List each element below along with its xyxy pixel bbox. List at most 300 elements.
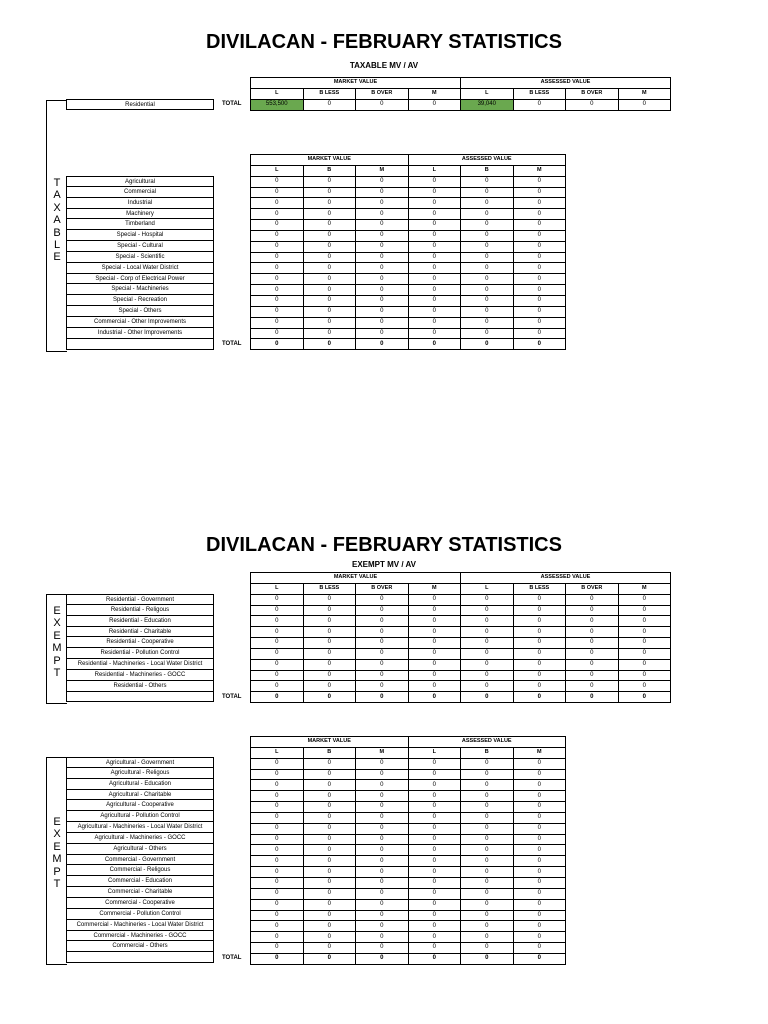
table-row (251, 274, 566, 285)
value-cell: 0 (303, 594, 356, 605)
value-cell: 0 (251, 845, 304, 856)
value-cell: 0 (303, 910, 356, 921)
value-cell: 0 (356, 99, 409, 110)
column-header: L (461, 88, 514, 99)
value-cell: 0 (303, 616, 356, 627)
value-cell: 0 (461, 867, 514, 878)
value-cell: 0 (513, 295, 566, 306)
value-cell: 0 (356, 252, 409, 263)
list-item: Commercial - Machineries - GOCC (66, 931, 214, 942)
total-cell: 0 (461, 953, 514, 964)
table-row (251, 899, 566, 910)
vertical-letter: P (53, 865, 61, 878)
value-cell: 0 (356, 888, 409, 899)
value-cell: 0 (356, 791, 409, 802)
total-cell: 0 (461, 692, 514, 703)
list-item: Agricultural - Machineries - GOCC (66, 833, 214, 844)
value-cell: 0 (461, 834, 514, 845)
subtitle-exempt: EXEMPT MV / AV (351, 560, 416, 569)
value-cell: 0 (408, 769, 461, 780)
value-cell: 0 (461, 856, 514, 867)
value-cell: 0 (251, 263, 304, 274)
list-item: Special - Others (66, 306, 214, 317)
page-title-taxable: DIVILACAN - FEBRUARY STATISTICS (206, 31, 562, 53)
total-cell: 0 (356, 692, 409, 703)
table-row (251, 317, 566, 328)
total-cell: 0 (251, 953, 304, 964)
value-cell: 0 (303, 834, 356, 845)
list-item-blank (66, 692, 214, 703)
value-cell: 0 (408, 220, 461, 231)
subtitle-taxable: TAXABLE MV / AV (349, 61, 419, 70)
value-cell: 0 (513, 921, 566, 932)
value-cell: 0 (461, 295, 514, 306)
value-cell: 0 (303, 209, 356, 220)
taxable-vertical-label (46, 100, 67, 352)
value-cell: 0 (356, 198, 409, 209)
value-cell: 0 (461, 888, 514, 899)
value-cell: 0 (408, 209, 461, 220)
value-cell: 0 (618, 594, 671, 605)
value-cell: 0 (566, 681, 619, 692)
vertical-letter: T (53, 177, 61, 189)
table-row (251, 780, 566, 791)
value-cell: 0 (408, 681, 461, 692)
value-cell: 0 (356, 670, 409, 681)
table-row (251, 943, 566, 954)
value-cell: 0 (303, 823, 356, 834)
value-cell: 0 (251, 888, 304, 899)
value-cell: 0 (513, 888, 566, 899)
value-cell: 0 (461, 616, 514, 627)
value-cell: 0 (303, 220, 356, 231)
value-cell: 0 (303, 648, 356, 659)
taxable-category-list (66, 176, 214, 350)
value-cell: 0 (461, 176, 514, 187)
value-cell: 0 (356, 780, 409, 791)
value-cell: 0 (408, 812, 461, 823)
table-row (251, 834, 566, 845)
table-row (251, 823, 566, 834)
column-header: B (303, 165, 356, 176)
value-cell: 0 (303, 328, 356, 339)
value-cell: 0 (408, 648, 461, 659)
value-cell: 0 (408, 932, 461, 943)
value-cell: 0 (408, 867, 461, 878)
value-cell: 0 (513, 285, 566, 296)
value-cell: 0 (513, 834, 566, 845)
value-cell: 0 (461, 638, 514, 649)
value-cell: 0 (356, 209, 409, 220)
value-cell: 0 (618, 616, 671, 627)
value-cell: 0 (513, 627, 566, 638)
market-value-header: MARKET VALUE (251, 155, 409, 166)
value-cell: 0 (251, 295, 304, 306)
table-row (251, 648, 671, 659)
value-cell: 0 (303, 899, 356, 910)
value-cell: 0 (408, 198, 461, 209)
value-cell: 0 (408, 638, 461, 649)
value-cell: 0 (513, 306, 566, 317)
value-cell: 0 (251, 823, 304, 834)
value-cell: 0 (461, 791, 514, 802)
value-cell: 0 (513, 823, 566, 834)
value-cell: 0 (356, 910, 409, 921)
value-cell: 0 (618, 648, 671, 659)
table-row (251, 616, 671, 627)
table-row (251, 252, 566, 263)
value-cell: 0 (408, 263, 461, 274)
value-cell: 0 (251, 285, 304, 296)
value-cell: 0 (251, 921, 304, 932)
total-cell: 0 (303, 953, 356, 964)
list-item: Agricultural (66, 176, 214, 187)
value-cell: 0 (408, 670, 461, 681)
vertical-letter: T (53, 878, 61, 891)
list-item: Industrial (66, 198, 214, 209)
vertical-letter: E (53, 251, 61, 264)
column-header: B OVER (356, 88, 409, 99)
value-cell: 0 (251, 856, 304, 867)
column-header: M (356, 747, 409, 758)
table-row (251, 306, 566, 317)
value-cell: 0 (408, 605, 461, 616)
value-cell: 0 (461, 812, 514, 823)
list-item: Agricultural - Pollution Control (66, 811, 214, 822)
value-cell: 0 (513, 845, 566, 856)
exempt-category-list (66, 757, 214, 963)
value-cell: 0 (461, 921, 514, 932)
value-cell: 0 (303, 670, 356, 681)
table-row (251, 681, 671, 692)
value-cell: 0 (461, 285, 514, 296)
total-row (251, 953, 566, 964)
value-cell: 0 (303, 176, 356, 187)
table-row (251, 921, 566, 932)
table-row (251, 627, 671, 638)
value-cell: 553,500 (251, 99, 304, 110)
value-cell: 0 (408, 274, 461, 285)
list-item: Residential - Charitable (66, 627, 214, 638)
value-cell: 0 (461, 252, 514, 263)
value-cell: 0 (408, 845, 461, 856)
vertical-letter: A (53, 214, 61, 227)
value-cell: 0 (303, 659, 356, 670)
table-row (251, 670, 671, 681)
value-cell: 0 (513, 769, 566, 780)
value-cell: 0 (618, 670, 671, 681)
value-cell: 0 (251, 627, 304, 638)
value-cell: 0 (408, 306, 461, 317)
vertical-letter: X (53, 201, 61, 214)
value-cell: 0 (356, 856, 409, 867)
total-cell: 0 (408, 953, 461, 964)
page-title-exempt: DIVILACAN - FEBRUARY STATISTICS (206, 534, 562, 556)
value-cell: 0 (461, 769, 514, 780)
list-item: Commercial - Religous (66, 865, 214, 876)
table-row (251, 877, 566, 888)
value-cell: 0 (356, 932, 409, 943)
table-row (251, 605, 671, 616)
value-cell: 0 (408, 99, 461, 110)
value-cell: 0 (408, 823, 461, 834)
value-cell: 0 (356, 328, 409, 339)
value-cell: 0 (356, 638, 409, 649)
total-row (251, 339, 566, 350)
column-header: B LESS (303, 583, 356, 594)
table-row (251, 176, 566, 187)
value-cell: 0 (461, 306, 514, 317)
assessed-value-header: ASSESSED VALUE (408, 155, 566, 166)
value-cell: 0 (618, 99, 671, 110)
table-row (251, 659, 671, 670)
table-row (251, 241, 566, 252)
value-cell: 0 (461, 263, 514, 274)
value-cell: 0 (303, 274, 356, 285)
total-cell: 0 (356, 339, 409, 350)
value-cell: 0 (513, 812, 566, 823)
value-cell: 0 (513, 943, 566, 954)
value-cell: 0 (513, 594, 566, 605)
value-cell: 0 (356, 306, 409, 317)
value-cell: 0 (513, 99, 566, 110)
value-cell: 0 (566, 616, 619, 627)
value-cell: 0 (303, 791, 356, 802)
vertical-letter: E (53, 840, 61, 853)
value-cell: 0 (408, 877, 461, 888)
value-cell: 0 (303, 943, 356, 954)
taxable-residential-table (250, 77, 671, 111)
value-cell: 0 (566, 99, 619, 110)
list-item: Agricultural - Education (66, 779, 214, 790)
value-cell: 0 (461, 823, 514, 834)
value-cell: 0 (408, 230, 461, 241)
value-cell: 0 (513, 176, 566, 187)
column-header: B OVER (566, 88, 619, 99)
value-cell: 0 (251, 220, 304, 231)
column-header: L (408, 747, 461, 758)
value-cell: 0 (513, 605, 566, 616)
column-header: L (251, 88, 304, 99)
total-cell: 0 (303, 692, 356, 703)
value-cell: 0 (251, 605, 304, 616)
value-cell: 0 (251, 943, 304, 954)
taxable-residential-label (66, 99, 214, 110)
value-cell: 0 (513, 230, 566, 241)
value-cell: 0 (461, 627, 514, 638)
column-header: M (408, 583, 461, 594)
list-item: Commercial - Pollution Control (66, 909, 214, 920)
value-cell: 0 (251, 209, 304, 220)
value-cell: 0 (513, 659, 566, 670)
value-cell: 0 (461, 681, 514, 692)
table-row (251, 888, 566, 899)
value-cell: 0 (513, 328, 566, 339)
table-row (251, 867, 566, 878)
list-item: Special - Machineries (66, 284, 214, 295)
column-header: M (513, 747, 566, 758)
table-row (251, 758, 566, 769)
value-cell: 0 (461, 220, 514, 231)
list-item: Timberland (66, 219, 214, 230)
value-cell: 0 (356, 176, 409, 187)
list-item: Residential - Machineries - Local Water District (66, 659, 214, 670)
value-cell: 0 (408, 899, 461, 910)
value-cell: 0 (303, 99, 356, 110)
table-row (251, 99, 671, 110)
value-cell: 0 (566, 648, 619, 659)
value-cell: 0 (513, 187, 566, 198)
value-cell: 0 (303, 295, 356, 306)
list-item-blank (66, 952, 214, 963)
market-value-header: MARKET VALUE (251, 78, 461, 89)
total-cell: 0 (618, 692, 671, 703)
value-cell: 0 (251, 877, 304, 888)
value-cell: 0 (513, 681, 566, 692)
value-cell: 0 (408, 856, 461, 867)
value-cell: 0 (356, 823, 409, 834)
value-cell: 0 (461, 659, 514, 670)
list-item: Residential - Pollution Control (66, 648, 214, 659)
value-cell: 0 (461, 605, 514, 616)
value-cell: 0 (251, 780, 304, 791)
value-cell: 0 (513, 616, 566, 627)
value-cell: 0 (303, 932, 356, 943)
table-row (251, 198, 566, 209)
column-header: L (461, 583, 514, 594)
exempt-vertical-label-2 (46, 757, 67, 965)
column-header: B OVER (566, 583, 619, 594)
value-cell: 0 (356, 648, 409, 659)
value-cell: 0 (251, 317, 304, 328)
column-header: B OVER (356, 583, 409, 594)
value-cell: 0 (356, 230, 409, 241)
exempt-vertical-label-1 (46, 594, 67, 704)
total-row (251, 692, 671, 703)
table-row (251, 295, 566, 306)
list-item: Agricultural - Cooperative (66, 800, 214, 811)
value-cell: 0 (303, 802, 356, 813)
list-item: Residential - Government (66, 594, 214, 605)
value-cell: 0 (251, 791, 304, 802)
column-header: L (408, 165, 461, 176)
taxable-other-table (250, 154, 566, 350)
value-cell: 0 (408, 252, 461, 263)
value-cell: 0 (461, 910, 514, 921)
value-cell: 0 (356, 241, 409, 252)
value-cell: 0 (408, 627, 461, 638)
value-cell: 0 (461, 209, 514, 220)
taxable-total-label: TOTAL (222, 341, 242, 347)
column-header: L (251, 165, 304, 176)
value-cell: 0 (461, 670, 514, 681)
value-cell: 0 (356, 867, 409, 878)
value-cell: 0 (513, 274, 566, 285)
total-cell: 0 (461, 339, 514, 350)
column-header: M (356, 165, 409, 176)
value-cell: 0 (356, 845, 409, 856)
value-cell: 0 (356, 263, 409, 274)
list-item: Special - Cultural (66, 241, 214, 252)
list-item: Special - Hospital (66, 230, 214, 241)
value-cell: 0 (251, 230, 304, 241)
total-cell: 0 (408, 692, 461, 703)
value-cell: 0 (513, 209, 566, 220)
list-item: Residential (66, 99, 214, 110)
list-item: Commercial (66, 187, 214, 198)
column-header: B (461, 165, 514, 176)
value-cell: 0 (303, 306, 356, 317)
value-cell: 0 (408, 802, 461, 813)
column-header: B LESS (513, 583, 566, 594)
value-cell: 0 (408, 888, 461, 899)
value-cell: 0 (303, 317, 356, 328)
value-cell: 0 (303, 627, 356, 638)
column-header: B LESS (513, 88, 566, 99)
residential-total-label: TOTAL (222, 101, 242, 107)
assessed-value-header: ASSESSED VALUE (461, 78, 671, 89)
column-header: L (251, 747, 304, 758)
value-cell: 0 (303, 921, 356, 932)
value-cell: 0 (356, 812, 409, 823)
value-cell: 0 (251, 910, 304, 921)
value-cell: 0 (513, 910, 566, 921)
vertical-letter: P (53, 654, 61, 667)
value-cell: 0 (303, 198, 356, 209)
value-cell: 0 (303, 285, 356, 296)
value-cell: 0 (356, 802, 409, 813)
value-cell: 0 (356, 285, 409, 296)
value-cell: 0 (303, 230, 356, 241)
value-cell: 0 (251, 932, 304, 943)
value-cell: 0 (513, 220, 566, 231)
value-cell: 0 (461, 187, 514, 198)
table-row (251, 802, 566, 813)
total-cell: 0 (513, 339, 566, 350)
value-cell: 0 (356, 627, 409, 638)
value-cell: 0 (303, 867, 356, 878)
list-item: Residential - Others (66, 681, 214, 692)
value-cell: 0 (356, 187, 409, 198)
column-header: B LESS (303, 88, 356, 99)
table-row (251, 328, 566, 339)
list-item: Agricultural - Religous (66, 768, 214, 779)
value-cell: 0 (408, 921, 461, 932)
list-item: Commercial - Government (66, 855, 214, 866)
value-cell: 0 (356, 681, 409, 692)
value-cell: 0 (303, 769, 356, 780)
exempt-residential-list (66, 594, 214, 702)
value-cell: 0 (618, 627, 671, 638)
list-item: Special - Local Water District (66, 263, 214, 274)
list-item: Commercial - Cooperative (66, 898, 214, 909)
column-header: M (618, 583, 671, 594)
value-cell: 0 (461, 230, 514, 241)
total-cell: 0 (408, 339, 461, 350)
value-cell: 0 (303, 812, 356, 823)
exempt-other-total-label: TOTAL (222, 955, 242, 961)
list-item: Agricultural - Government (66, 757, 214, 768)
value-cell: 0 (251, 274, 304, 285)
value-cell: 0 (251, 670, 304, 681)
value-cell: 0 (408, 241, 461, 252)
value-cell: 0 (303, 638, 356, 649)
value-cell: 0 (461, 317, 514, 328)
list-item: Residential - Education (66, 616, 214, 627)
value-cell: 0 (356, 877, 409, 888)
value-cell: 0 (408, 187, 461, 198)
value-cell: 0 (461, 845, 514, 856)
